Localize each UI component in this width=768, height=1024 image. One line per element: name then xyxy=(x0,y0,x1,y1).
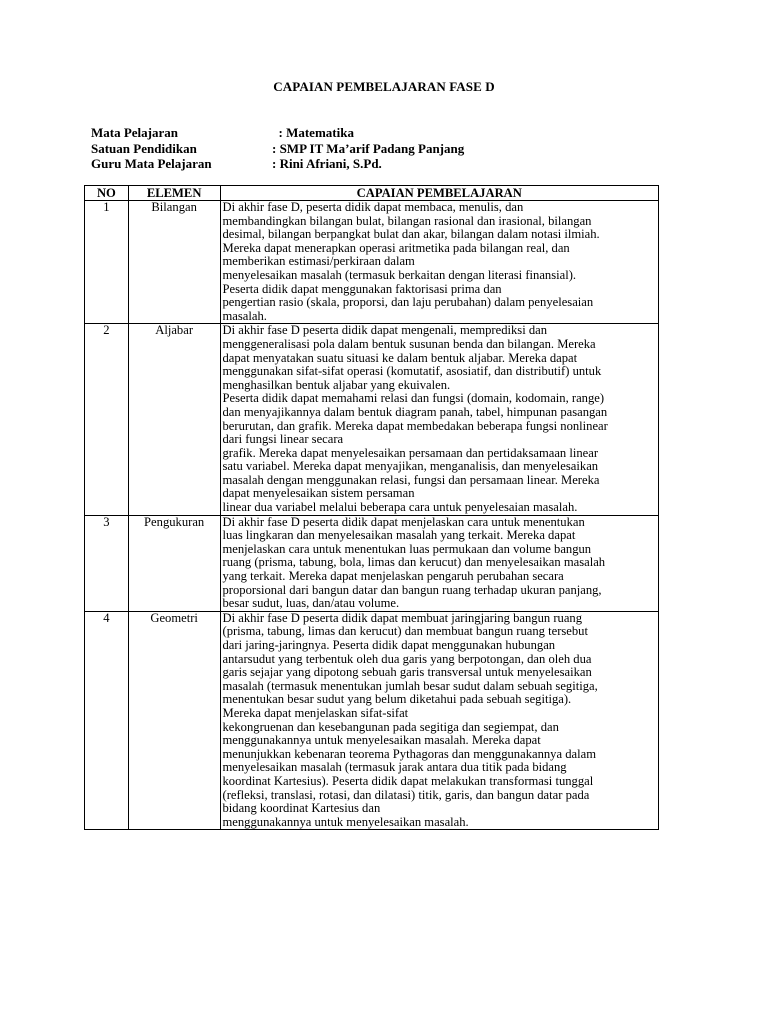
meta-row-school xyxy=(91,141,464,157)
row-capaian xyxy=(220,611,659,830)
capaian-line: koordinat Kartesius). Peserta didik dapat melakukan transformasi tunggal xyxy=(222,773,594,788)
document-title: CAPAIAN PEMBELAJARAN FASE D xyxy=(273,79,495,94)
row-number: 2 xyxy=(85,324,129,515)
capaian-line: menggeneralisasi pola dalam bentuk susunan benda dan bilangan. Mereka xyxy=(222,336,596,351)
capaian-line: garis sejajar yang dipotong sebuah garis transversal untuk menyelesaikan xyxy=(222,665,592,680)
capaian-line: menggunakannya untuk menyelesaikan masalah. Mereka dapat xyxy=(222,733,541,748)
capaian-line: menyelesaikan masalah (termasuk jarak antara dua titik pada bidang xyxy=(222,760,567,775)
capaian-line: ruang (prisma, tabung, bola, limas dan kerucut) dan menyelesaikan masalah xyxy=(222,555,606,570)
capaian-line: dapat menyelesaikan sistem persaman xyxy=(222,486,415,501)
meta-label: Guru Mata Pelajaran xyxy=(91,156,212,171)
capaian-line: menentukan besar sudut yang belum diketahui pada sebuah segitiga). xyxy=(222,692,572,707)
capaian-line: Mereka dapat menjelaskan sifat-sifat xyxy=(222,705,409,720)
meta-value: : SMP IT Ma’arif Padang Panjang xyxy=(272,140,465,156)
capaian-line: (refleksi, translasi, rotasi, dan dilatasi) titik, garis, dan bangun datar pada xyxy=(222,787,590,802)
capaian-line: Mereka dapat menerapkan operasi aritmetika pada bilangan real, dan xyxy=(222,240,570,255)
capaian-line: menghasilkan bentuk aljabar yang ekuivalen. xyxy=(222,377,451,392)
capaian-line: satu variabel. Mereka dapat menyajikan, menganalisis, dan menyelesaikan xyxy=(222,459,599,474)
row-capaian xyxy=(220,324,659,515)
capaian-line: (prisma, tabung, limas dan kerucut) dan membuat bangun ruang tersebut xyxy=(222,624,588,639)
capaian-line: Di akhir fase D peserta didik dapat mengenali, memprediksi dan xyxy=(222,323,548,338)
capaian-line: dari fungsi linear secara xyxy=(222,432,344,447)
meta-value: : Matematika xyxy=(272,125,354,140)
capaian-line: menyelesaikan masalah (termasuk berkaitan dengan literasi finansial). xyxy=(222,267,577,282)
capaian-line: Di akhir fase D peserta didik dapat membuat jaringjaring bangun ruang xyxy=(222,610,583,625)
meta-row-subject xyxy=(91,125,464,141)
table-header-row xyxy=(85,186,659,201)
capaian-line: membandingkan bilangan bulat, bilangan rasional dan irasional, bilangan xyxy=(222,213,592,228)
capaian-line: kekongruenan dan kesebangunan pada segitiga dan segiempat, dan xyxy=(222,719,559,734)
row-elemen: Geometri xyxy=(128,611,220,830)
meta-value: : Rini Afriani, S.Pd. xyxy=(272,156,382,171)
capaian-line: menggunakannya untuk menyelesaikan masalah. xyxy=(222,814,469,829)
header-elemen: ELEMEN xyxy=(128,186,220,201)
capaian-line: grafik. Mereka dapat menyelesaikan persamaan dan pertidaksamaan linear xyxy=(222,445,599,460)
capaian-line: Di akhir fase D, peserta didik dapat membaca, menulis, dan xyxy=(222,200,524,214)
capaian-line: antarsudut yang terbentuk oleh dua garis yang berpotongan, dan oleh dua xyxy=(222,651,592,666)
capaian-line: dapat menyatakan suatu situasi ke dalam bentuk aljabar. Mereka dapat xyxy=(222,350,578,365)
table-row xyxy=(85,201,659,324)
header-capaian: CAPAIAN PEMBELAJARAN xyxy=(220,186,659,201)
capaian-line: berurutan, dan grafik. Mereka dapat membedakan beberapa fungsi nonlinear xyxy=(222,418,608,433)
table-row xyxy=(85,515,659,611)
meta-label: Mata Pelajaran xyxy=(91,125,179,140)
capaian-line: yang terkait. Mereka dapat menjelaskan pengaruh perubahan secara xyxy=(222,569,564,584)
capaian-line: masalah. xyxy=(222,308,267,323)
capaian-table xyxy=(84,185,659,830)
row-capaian xyxy=(220,201,659,324)
meta-label: Satuan Pendidikan xyxy=(91,140,197,156)
row-number: 3 xyxy=(85,515,129,611)
capaian-line: pengertian rasio (skala, proporsi, dan laju perubahan) dalam penyelesaian xyxy=(222,295,594,310)
capaian-line: bidang koordinat Kartesius dan xyxy=(222,801,381,816)
row-number: 1 xyxy=(85,201,129,324)
meta-row-teacher xyxy=(91,156,464,172)
capaian-line: Di akhir fase D peserta didik dapat menjelaskan cara untuk menentukan xyxy=(222,514,585,529)
capaian-line: linear dua variabel melalui beberapa cara untuk penyelesaian masalah. xyxy=(222,500,578,515)
row-elemen: Pengukuran xyxy=(128,515,220,611)
table-row xyxy=(85,324,659,515)
capaian-line: masalah (termasuk menentukan jumlah besar sudut dalam sebuah segitiga, xyxy=(222,678,598,693)
capaian-line: masalah dengan menggunakan relasi, fungsi dan persamaan linear. Mereka xyxy=(222,472,600,487)
capaian-line: Peserta didik dapat memahami relasi dan fungsi (domain, kodomain, range) xyxy=(222,391,605,406)
capaian-line: luas lingkaran dan menyelesaikan masalah yang terkait. Mereka dapat xyxy=(222,528,576,543)
capaian-line: menjelaskan cara untuk menentukan luas permukaan dan volume bangun xyxy=(222,541,592,556)
capaian-line: desimal, bilangan berpangkat bulat dan akar, bilangan dalam notasi ilmiah. xyxy=(222,227,600,242)
capaian-line: Peserta didik dapat menggunakan faktorisasi prima dan xyxy=(222,281,502,296)
table-row xyxy=(85,611,659,830)
row-elemen: Aljabar xyxy=(128,324,220,515)
row-elemen: Bilangan xyxy=(128,201,220,324)
header-no: NO xyxy=(85,186,129,201)
capaian-line: dari jaring-jaringnya. Peserta didik dapat menggunakan hubungan xyxy=(222,638,556,652)
capaian-line: menunjukkan kebenaran teorema Pythagoras dan menggunakannya dalam xyxy=(222,746,596,761)
capaian-line: besar sudut, luas, dan/atau volume. xyxy=(222,596,400,611)
row-capaian xyxy=(220,515,659,611)
table-body xyxy=(85,201,659,830)
capaian-line: proporsional dari bangun datar dan bangun ruang terhadap ukuran panjang, xyxy=(222,582,602,597)
document-meta xyxy=(91,125,464,172)
capaian-line: menggunakan sifat-sifat operasi (komutatif, asosiatif, dan distributif) untuk xyxy=(222,364,602,379)
row-number: 4 xyxy=(85,611,129,830)
capaian-line: dan menyajikannya dalam bentuk diagram panah, tabel, himpunan pasangan xyxy=(222,404,608,419)
capaian-line: memberikan estimasi/perkiraan dalam xyxy=(222,254,415,269)
